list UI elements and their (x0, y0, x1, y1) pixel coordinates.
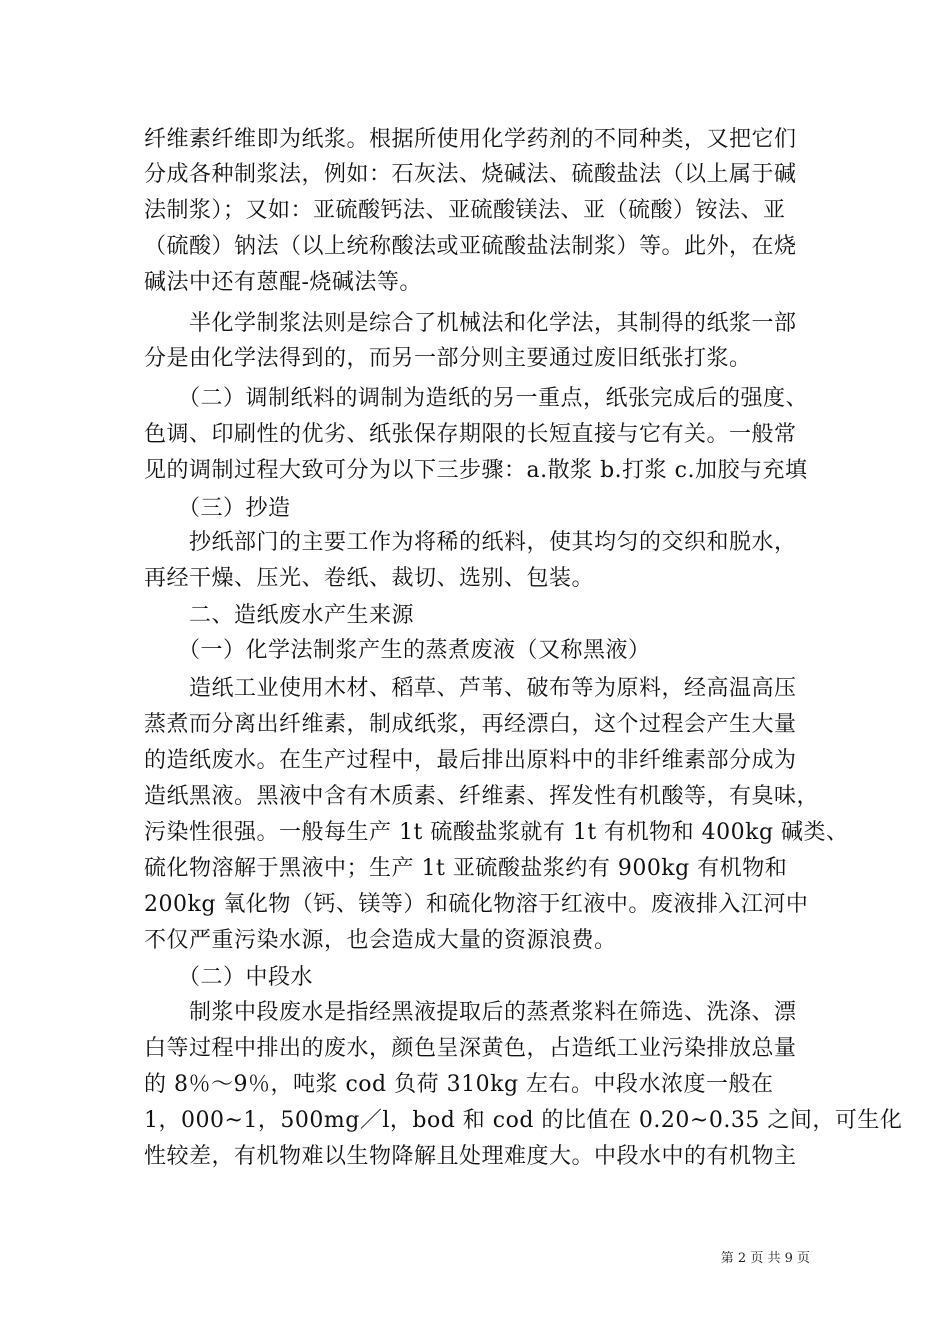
text-line: （一）化学法制浆产生的蒸煮废液（又称黑液） (144, 638, 651, 663)
text-line: 造纸工业使用木材、稻草、芦苇、破布等为原料，经高温高压 (144, 676, 797, 701)
text-line: 蒸煮而分离出纤维素，制成纸浆，再经漂白，这个过程会产生大量 (144, 712, 797, 737)
text-line: 硫化物溶解于黑液中；生产 1t 亚硫酸盐浆约有 900kg 有机物和 (144, 856, 788, 881)
page-number: 第 2 页 共 9 页 (720, 1251, 810, 1266)
text-line: 不仅严重污染水源，也会造成大量的资源浪费。 (144, 928, 617, 953)
text-line: （硫酸）钠法（以上统称酸法或亚硫酸盐法制浆）等。此外，在烧 (144, 234, 797, 259)
text-line: 性较差，有机物难以生物降解且处理难度大。中段水中的有机物主 (144, 1144, 797, 1169)
text-line: 的造纸废水。在生产过程中，最后排出原料中的非纤维素部分成为 (144, 748, 797, 773)
text-line: 再经干燥、压光、卷纸、裁切、选别、包装。 (144, 566, 595, 591)
text-line: 法制浆）；又如：亚硫酸钙法、亚硫酸镁法、亚（硫酸）铵法、亚 (144, 198, 786, 223)
text-line: 见的调制过程大致可分为以下三步骤：a.散浆 b.打浆 c.加胶与充填 (144, 458, 808, 483)
text-line: （二）调制纸料的调制为造纸的另一重点，纸张完成后的强度、 (144, 386, 809, 411)
text-line: 造纸黑液。黑液中含有木质素、纤维素、挥发性有机酸等，有臭味， (144, 784, 820, 809)
text-line: （三）抄造 (144, 496, 291, 521)
text-line: 200kg 氧化物（钙、镁等）和硫化物溶于红液中。废液排入江河中 (144, 892, 809, 917)
text-line: 白等过程中排出的废水，颜色呈深黄色，占造纸工业污染排放总量 (144, 1036, 797, 1061)
text-line: 污染性很强。一般每生产 1t 硫酸盐浆就有 1t 有机物和 400kg 碱类、 (144, 820, 849, 845)
text-line: 1，000~1，500mg／l，bod 和 cod 的比值在 0.20~0.35 之间，可生化 (144, 1108, 903, 1133)
text-line: 碱法中还有蒽醌-烧碱法等。 (144, 270, 422, 295)
text-line: 纤维素纤维即为纸浆。根据所使用化学药剂的不同种类，又把它们 (144, 127, 797, 152)
text-line: 分成各种制浆法，例如：石灰法、烧碱法、硫酸盐法（以上属于碱 (144, 162, 797, 187)
text-line: （二）中段水 (144, 965, 314, 990)
text-line: 分是由化学法得到的，而另一部分则主要通过废旧纸张打浆。 (144, 346, 752, 371)
text-line: 二、造纸废水产生来源 (144, 603, 415, 628)
text-line: 半化学制浆法则是综合了机械法和化学法，其制得的纸浆一部 (144, 311, 797, 336)
text-line: 制浆中段废水是指经黑液提取后的蒸煮浆料在筛选、洗涤、漂 (144, 1000, 797, 1025)
text-line: 色调、印刷性的优劣、纸张保存期限的长短直接与它有关。一般常 (144, 422, 797, 447)
text-line: 的 8％～9％，吨浆 cod 负荷 310kg 左右。中段水浓度一般在 (144, 1072, 774, 1097)
text-line: 抄纸部门的主要工作为将稀的纸料，使其均匀的交织和脱水， (144, 530, 797, 555)
